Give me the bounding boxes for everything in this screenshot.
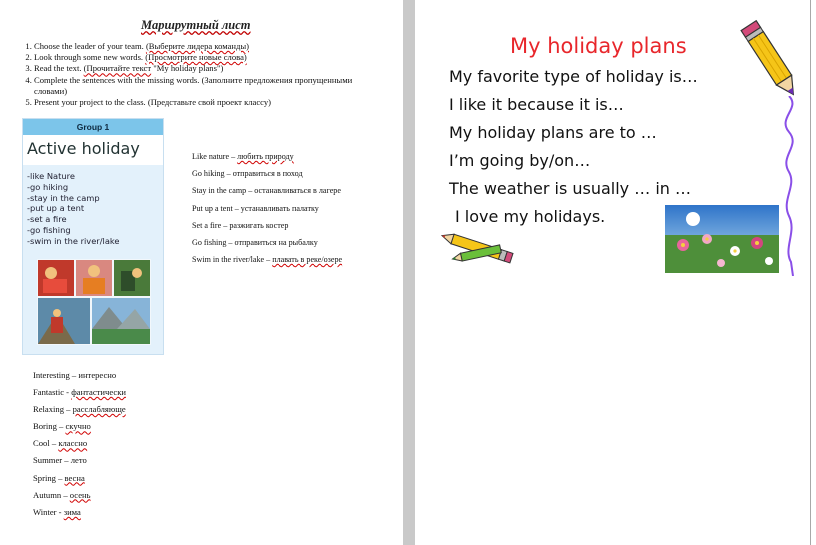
- translation-item: Like nature – любить природу: [192, 152, 294, 161]
- instruction-item: 1. Choose the leader of your team. (Выберите лидера команды): [34, 41, 364, 52]
- sentence-item: The weather is usually … in …: [449, 179, 691, 198]
- activity-item: -go fishing: [27, 224, 71, 235]
- sentence-item: I’m going by/on…: [449, 151, 591, 170]
- group-header: Group 1: [23, 119, 163, 135]
- pencil-icon: [740, 17, 802, 103]
- instruction-item: 3. Read the text. (Прочитайте текст "My holiday plans"): [34, 63, 364, 74]
- page-edge: [810, 0, 811, 545]
- translation-list: [192, 148, 342, 268]
- vocabulary-item: Winter - зима: [33, 506, 81, 517]
- activity-item: -like Nature: [27, 171, 75, 181]
- right-page: [415, 0, 816, 545]
- translation-item: Go fishing – отправиться на рыбалку: [192, 238, 318, 248]
- vocabulary-item: Summer – лето: [33, 455, 87, 466]
- vocabulary-item: Autumn – осень: [33, 489, 91, 500]
- vocabulary-item: Spring – весна: [33, 472, 85, 483]
- activity-photos-collage: [37, 259, 151, 345]
- vocabulary-item: Fantastic - фантастически: [33, 387, 126, 398]
- instruction-item: 2. Look through some new words. (Просмотрите новые слова): [34, 52, 364, 63]
- vocabulary-item: Cool – классно: [33, 438, 88, 449]
- vocabulary-item: Relaxing – расслабляюще: [33, 404, 126, 415]
- slide-title: My holiday plans: [510, 34, 687, 58]
- activity-item: -stay in the camp: [27, 192, 100, 203]
- activity-item: -set a fire: [27, 214, 67, 225]
- flowers-photo: [665, 205, 779, 273]
- activity-item: -go hiking: [27, 181, 69, 192]
- instruction-item: 5. Present your project to the class. (Представьте свой проект классу): [34, 97, 364, 108]
- left-page: [0, 0, 403, 545]
- translation-item: Put up a tent – устанавливать палатку: [192, 203, 319, 213]
- pencils-icon: [435, 228, 517, 280]
- sentence-item: My favorite type of holiday is…: [449, 67, 698, 86]
- sentence-item: I like it because it is…: [449, 95, 624, 114]
- instructions-list: [14, 41, 364, 108]
- translation-item: Go hiking – отправиться в поход: [192, 169, 303, 179]
- route-sheet-title: Маршрутный лист: [141, 18, 251, 32]
- translation-item: Swim in the river/lake – плавать в реке/озере: [192, 255, 343, 265]
- sentence-list: [449, 63, 698, 231]
- group-card: [22, 118, 164, 355]
- vocabulary-item: Interesting – интересно: [33, 370, 117, 380]
- instruction-item: 4. Complete the sentences with the missing words. (Заполните предложения пропущенными словами): [34, 75, 364, 97]
- sentence-item: My holiday plans are to …: [449, 123, 657, 142]
- sentence-item: I love my holidays.: [455, 207, 606, 226]
- group-title: Active holiday: [27, 139, 140, 158]
- translation-item: Set a fire – разжигать костер: [192, 220, 289, 230]
- translation-item: Stay in the camp – останавливаться в лагере: [192, 186, 341, 196]
- vocabulary-item: Boring – скучно: [33, 421, 91, 432]
- activity-item: -swim in the river/lake: [27, 235, 120, 246]
- vocabulary-list: [33, 367, 126, 521]
- page-divider: [403, 0, 415, 545]
- activities-list: [27, 171, 120, 247]
- activity-item: -put up a tent: [27, 203, 85, 214]
